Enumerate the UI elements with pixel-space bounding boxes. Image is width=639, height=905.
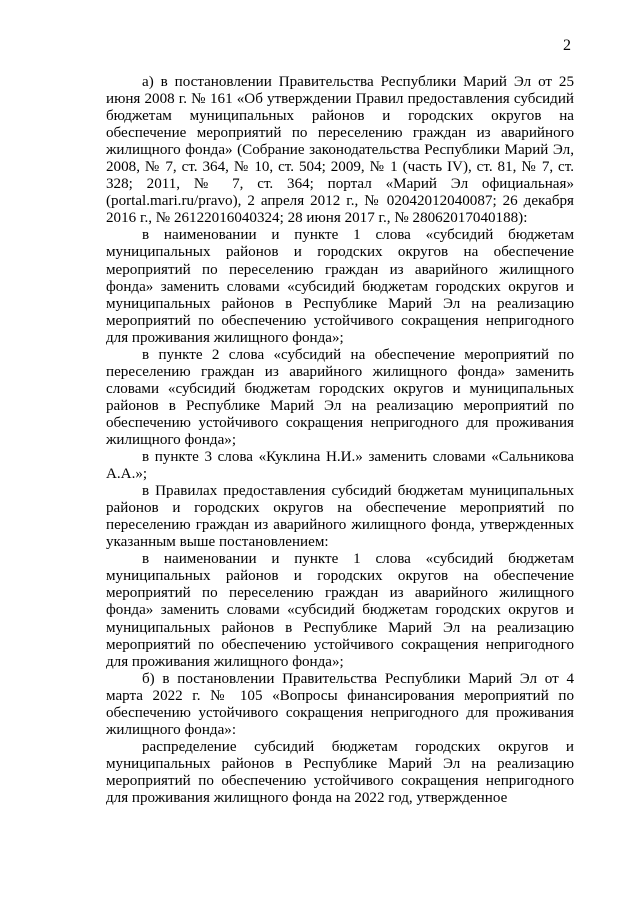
paragraph-distribution: распределение субсидий бюджетам городских округов и муниципальных районов в Республике Марий Эл на реализацию мероприятий по обеспечению устойчивого сокращения непригодного для проживания жилищного фонда на 2022 год, утвержденное [106, 738, 574, 806]
paragraph-amendment-b: б) в постановлении Правительства Республики Марий Эл от 4 марта 2022 г. № 105 «Вопросы финансирования мероприятий по обеспечению устойчивого сокращения непригодного для проживания жилищного фонда»: [106, 670, 574, 738]
page-number: 2 [563, 37, 571, 54]
paragraph-rules-title-and-point-1: в наименовании и пункте 1 слова «субсидий бюджетам муниципальных районов и городских округов на обеспечение мероприятий по переселению граждан из аварийного жилищного фонда» заменить словами «субсидий бюджетам городских округов и муниципальных районов в Республике Марий Эл на реализацию мероприятий по обеспечению устойчивого сокращения непригодного для проживания жилищного фонда»; [106, 551, 574, 670]
paragraph-point-2: в пункте 2 слова «субсидий на обеспечение мероприятий по переселению граждан из аварийного жилищного фонда» заменить словами «субсидий бюджетам городских округов и муниципальных районов в Республике Марий Эл на реализацию мероприятий по обеспечению устойчивого сокращения непригодного для проживания жилищного фонда»; [106, 346, 574, 448]
document-body [106, 74, 574, 807]
paragraph-point-3: в пункте 3 слова «Куклина Н.И.» заменить словами «Сальникова А.А.»; [106, 449, 574, 483]
paragraph-title-and-point-1: в наименовании и пункте 1 слова «субсидий бюджетам муниципальных районов и городских округов на обеспечение мероприятий по переселению граждан из аварийного жилищного фонда» заменить словами «субсидий бюджетам городских округов и муниципальных районов в Республике Марий Эл на реализацию мероприятий по обеспечению устойчивого сокращения непригодного для проживания жилищного фонда»; [106, 227, 574, 346]
paragraph-rules-intro: в Правилах предоставления субсидий бюджетам муниципальных районов и городских округов на обеспечение мероприятий по переселению граждан из аварийного жилищного фонда, утвержденных указанным выше постановлением: [106, 483, 574, 551]
paragraph-amendment-a: а) в постановлении Правительства Республики Марий Эл от 25 июня 2008 г. № 161 «Об утверждении Правил предоставления субсидий бюджетам муниципальных районов и городских округов на обеспечение мероприятий по переселению граждан из аварийного жилищного фонда» (Собрание законодательства Республики Марий Эл, 2008, № 7, ст. 364, № 10, ст. 504; 2009, № 1 (часть IV), ст. 81, № 7, ст. 328; 2011, № 7, ст. 364; портал «Марий Эл официальная» (portal.mari.ru/pravo), 2 апреля 2012 г., № 02042012040087; 26 декабря 2016 г., № 26122016040324; 28 июня 2017 г., № 28062017040188): [106, 74, 574, 227]
